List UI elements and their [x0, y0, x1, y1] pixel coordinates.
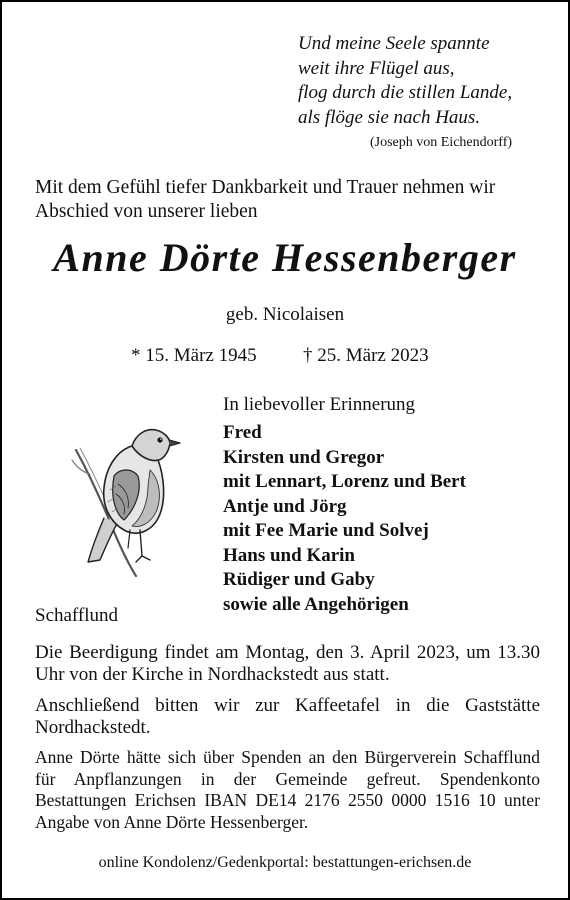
deceased-name: Anne Dörte Hessenberger: [53, 235, 517, 280]
condolence-portal-link[interactable]: online Kondolenz/Gedenkportal: bestattungen-erichsen.de: [98, 854, 472, 871]
poem-line: weit ihre Flügel aus,: [298, 57, 455, 79]
mourner-name: Fred: [223, 422, 262, 443]
mourner-name: mit Lennart, Lorenz und Bert: [223, 471, 466, 492]
mourners-names: [223, 421, 466, 617]
place-name: Schafflund: [35, 605, 119, 626]
funeral-info: Die Beerdigung findet am Montag, den 3. April 2023, um 13.30 Uhr von der Kirche in Nordhackstedt aus statt.: [35, 642, 540, 685]
poem-line: Und meine Seele spannte: [298, 33, 490, 54]
mourner-name: mit Fee Marie und Solvej: [223, 520, 429, 541]
intro-line: Mit dem Gefühl tiefer Dankbarkeit und Trauer nehmen wir: [35, 177, 496, 198]
mourner-name: Hans und Karin: [223, 544, 355, 566]
intro-text: [35, 176, 495, 224]
poem-author: (Joseph von Eichendorff): [370, 135, 513, 150]
donation-info: Anne Dörte hätte sich über Spenden an den Bürgerverein Schafflund für Anpflanzungen in der Gemeinde gefreut. Spendenkonto Bestattungen Erichsen IBAN DE14 2176 2550 0000 1516 10 unter Angabe von Anne Dörte Hessenberger.: [35, 747, 540, 832]
birth-date: * 15. März 1945: [131, 345, 257, 366]
mourner-name: Rüdiger und Gaby: [223, 569, 375, 590]
poem-quote: [298, 32, 512, 130]
born-name: geb. Nicolaisen: [225, 304, 345, 325]
death-date: † 25. März 2023: [303, 345, 429, 366]
poem-line: flog durch die stillen Lande,: [298, 82, 513, 103]
mourner-name: Antje und Jörg: [223, 495, 347, 517]
mourner-name: Kirsten und Gregor: [223, 446, 385, 468]
poem-line: als flöge sie nach Haus.: [298, 106, 481, 128]
reception-info: Anschließend bitten wir zur Kaffeetafel in die Gaststätte Nordhackstedt.: [35, 695, 540, 738]
robin-illustration: [70, 410, 190, 580]
intro-line: Abschied von unserer lieben: [35, 201, 258, 222]
mourner-name: sowie alle Angehörigen: [223, 593, 409, 615]
mourners-block: [223, 394, 466, 617]
mourners-heading: In liebevoller Erinnerung: [223, 394, 416, 415]
